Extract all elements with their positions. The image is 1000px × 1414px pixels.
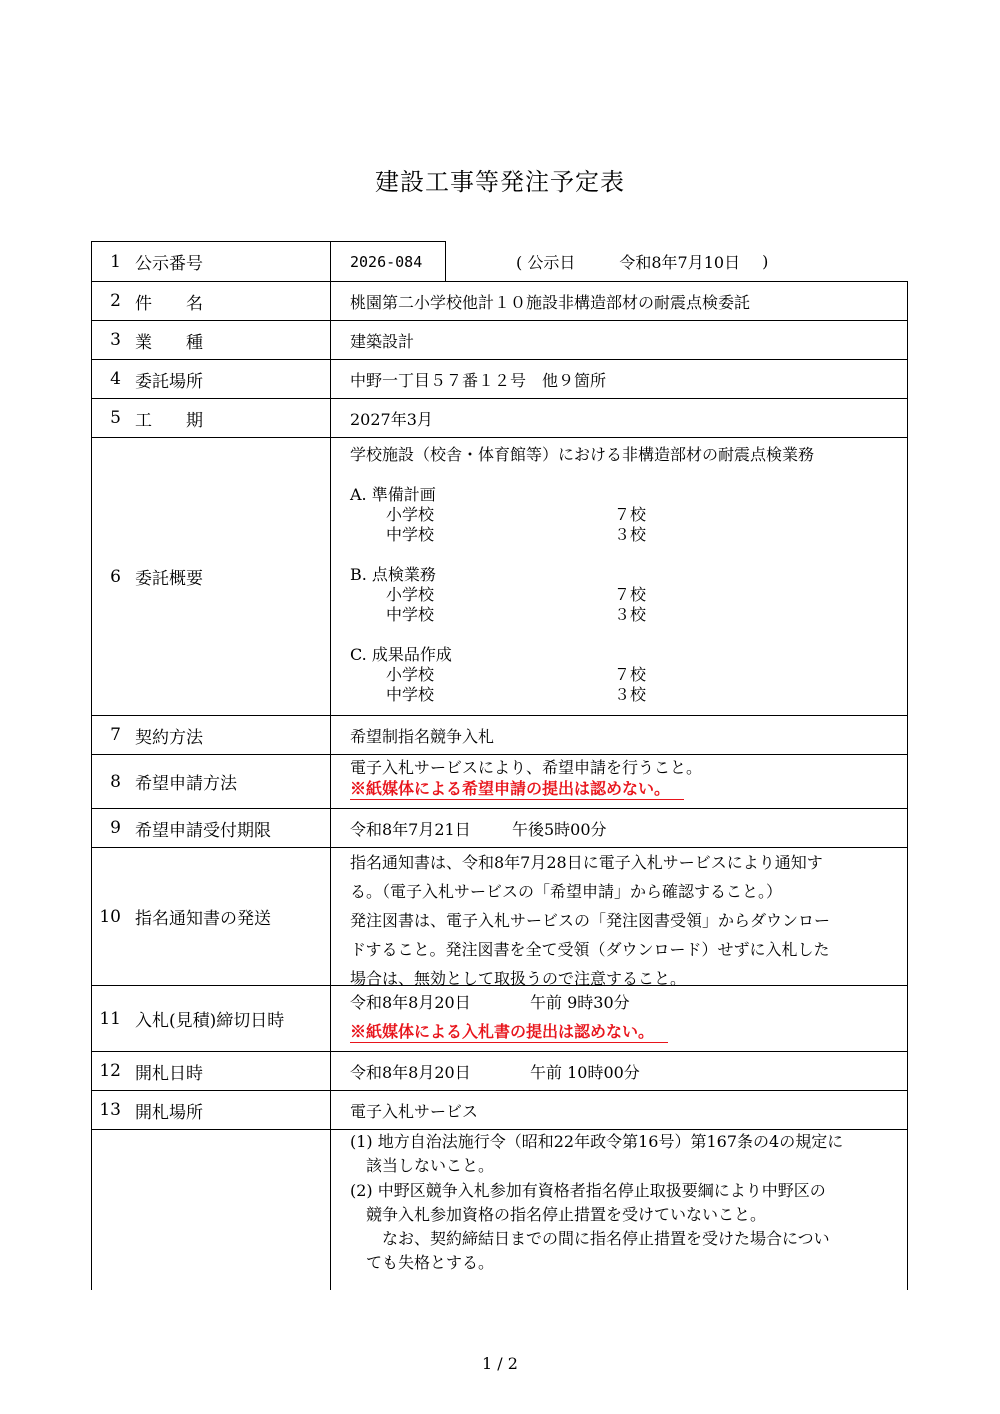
paragraph-line: 場合は、無効として取扱うので注意すること。 [350,969,687,988]
opening-time: 午前 10時00分 [530,1062,640,1082]
row-qualifications [91,1130,908,1290]
bid-deadline-time: 午前 9時30分 [530,993,630,1012]
row-number: 12 [99,1061,121,1081]
outline-group-b [350,565,900,625]
row-number: 7 [110,725,121,745]
notice-date-suffix: ) [762,252,769,271]
paragraph-line: (2) 中野区競争入札参加有資格者指名停止取扱要綱により中野区の [350,1180,826,1200]
outline-intro: 学校施設（校舎・体育館等）における非構造部材の耐震点検業務 [350,445,815,464]
outline-item-name: 中学校 [386,525,435,544]
row-number: 9 [110,818,121,838]
row-number: 1 [110,251,121,272]
row-number: 3 [110,330,121,350]
row-outline [91,438,908,715]
deadline-date: 令和8年7月21日 [350,819,471,839]
outline-group-c [350,645,900,705]
application-warning: ※紙媒体による希望申請の提出は認めない。 [350,779,684,800]
industry-value: 建築設計 [350,331,415,351]
bid-warning: ※紙媒体による入札書の提出は認めない。 [350,1022,668,1043]
paragraph-line: ドすること。発注図書を全て受領（ダウンロード）せずに入札した [350,940,830,959]
row-number: 5 [110,408,121,428]
row-number: 6 [110,566,121,587]
location-value: 中野一丁目５７番１２号 他９箇所 [350,370,607,390]
contract-method-value: 希望制指名競争入札 [350,726,495,746]
row-label-text: 件 名 [135,293,203,314]
paragraph-line: ても失格とする。 [366,1253,495,1273]
row-notice-number [91,242,908,281]
paragraph-line: なお、契約締結日までの間に指名停止措置を受けた場合につい [366,1229,830,1249]
paragraph-line: る。（電子入札サービスの「希望申請」から確認すること。） [350,882,783,901]
deadline-time: 午後5時00分 [512,819,607,839]
outline-item-name: 小学校 [386,665,435,684]
outline-group-heading: A. 準備計画 [350,485,436,504]
paragraph-line: 指名通知書は、令和8年7月28日に電子入札サービスにより通知す [350,853,823,872]
period-value: 2027年3月 [350,409,433,429]
row-number: 4 [110,369,121,389]
nomination-notice-text [350,848,900,988]
outline-item-qty: ３校 [614,605,647,624]
document-title: 建設工事等発注予定表 [375,168,625,196]
row-number: 11 [99,1008,121,1029]
row-number: 2 [110,291,121,311]
row-number: 10 [99,906,121,927]
row-label-text: 工 期 [135,410,203,431]
row-label-text: 開札日時 [135,1063,203,1084]
paragraph-line: 競争入札参加資格の指名停止措置を受けていないこと。 [366,1204,767,1224]
notice-number-value: 2026-084 [350,252,423,271]
outline-item-qty: ７校 [614,505,647,524]
row-label-text: 希望申請受付期限 [135,820,271,841]
row-label-text: 委託概要 [135,569,203,589]
outline-item-qty: ７校 [614,665,647,684]
application-method-value: 電子入札サービスにより、希望申請を行うこと。 [350,758,703,777]
row-opening-place [91,1091,908,1129]
outline-item-name: 中学校 [386,685,435,704]
row-application-deadline [91,809,908,847]
paragraph-line: 該当しないこと。 [366,1156,495,1176]
bid-deadline-date: 令和8年8月20日 [350,993,471,1012]
opening-date: 令和8年8月20日 [350,1062,471,1082]
page-number: 1 / 2 [482,1354,518,1373]
outline-group-heading: B. 点検業務 [350,565,436,584]
row-subject [91,282,908,320]
subject-value: 桃園第二小学校他計１０施設非構造部材の耐震点検委託 [350,292,751,312]
opening-place-value: 電子入札サービス [350,1101,479,1121]
row-number: 8 [110,771,121,792]
row-label-text: 業 種 [135,332,203,353]
outline-item-qty: ３校 [614,685,647,704]
row-location [91,360,908,398]
outline-content [350,445,900,705]
outline-item-name: 中学校 [386,605,435,624]
row-label-text: 公示番号 [135,254,203,274]
row-industry [91,321,908,359]
outline-item-name: 小学校 [386,585,435,604]
row-contract-method [91,716,908,754]
row-application-method [91,755,908,808]
qualifications-text [350,1130,900,1276]
paragraph-line: 発注図書は、電子入札サービスの「発注図書受領」からダウンロー [350,911,831,930]
row-label-text: 開札場所 [135,1102,203,1123]
row-period [91,399,908,437]
outline-item-name: 小学校 [386,505,435,524]
outline-group-a [350,485,900,545]
notice-date-value: 令和8年7月10日 [619,253,741,272]
row-label-text: 入札(見積)締切日時 [135,1011,285,1031]
row-label-text: 契約方法 [135,727,203,748]
paragraph-line: (1) 地方自治法施行令（昭和22年政令第16号）第167条の4の規定に [350,1132,844,1151]
row-nomination-notice [91,848,908,988]
row-label-text: 希望申請方法 [135,774,237,794]
row-label-text: 委託場所 [135,371,203,392]
row-bid-deadline [91,986,908,1051]
notice-date-prefix: ( 公示日 [516,253,576,272]
row-label [91,242,330,281]
row-opening-datetime [91,1052,908,1090]
outline-item-qty: ３校 [614,525,647,544]
row-label-text: 指名通知書の発送 [135,909,271,929]
outline-item-qty: ７校 [614,585,647,604]
row-number: 13 [99,1100,121,1120]
notice-date-group [516,242,768,281]
outline-group-heading: C. 成果品作成 [350,645,452,664]
